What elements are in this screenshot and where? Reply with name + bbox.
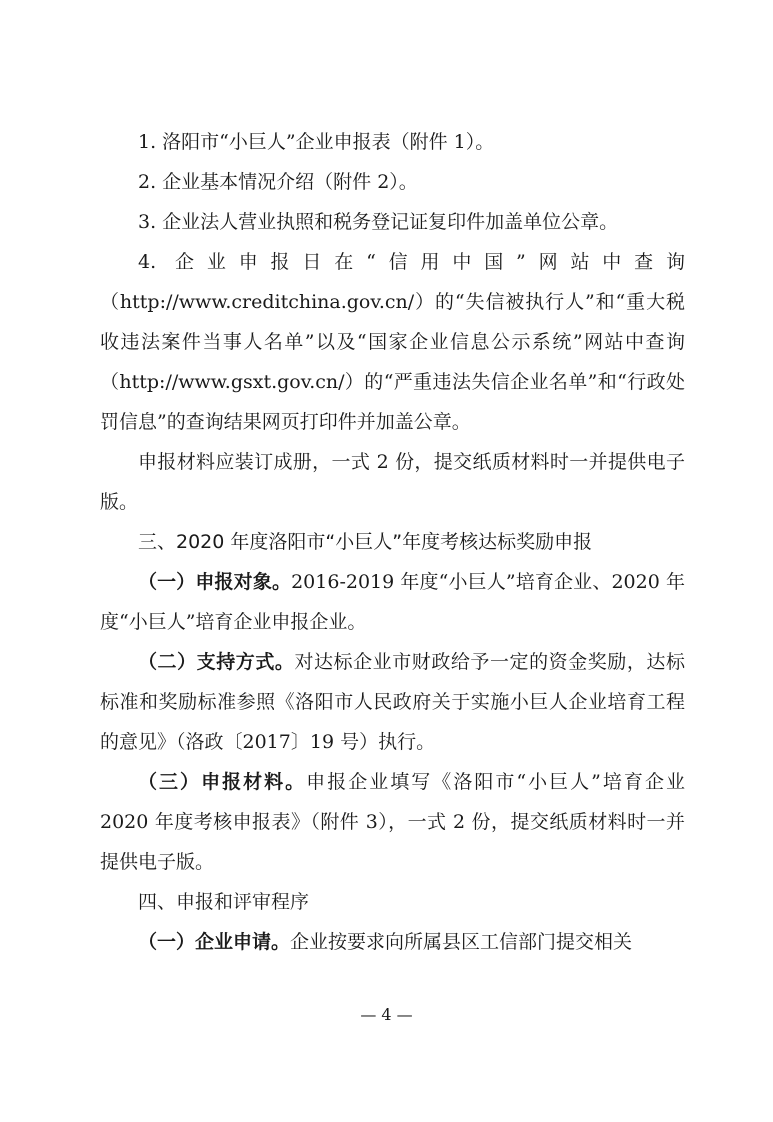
sub-heading-support-method: （二）支持方式。 (138, 651, 295, 673)
list-item-attachment-1: 1. 洛阳市“小巨人”企业申报表（附件 1）。 (138, 131, 495, 153)
list-item-attachment-2: 2. 企业基本情况介绍（附件 2）。 (138, 171, 418, 193)
sub-heading-enterprise-application: （一）企业申请。 (138, 931, 291, 953)
sub-heading-application-materials: （三）申报材料。 (138, 771, 307, 793)
section-4-sub-1 (100, 922, 685, 962)
list-item-business-license: 3. 企业法人营业执照和税务登记证复印件加盖单位公章。 (138, 211, 619, 233)
list-item-4-first-line: 4. 企业申报日在“信用中国”网站中查询 (138, 251, 685, 273)
section-3-sub-3 (100, 762, 685, 882)
section-3-sub-2 (100, 642, 685, 762)
enterprise-application-text: 企业按要求向所属县区工信部门提交相关 (290, 931, 633, 953)
section-3-sub-1 (100, 562, 685, 642)
list-item-4-body: （http://www.creditchina.gov.cn/）的“失信被执行人”和“重大税收违法案件当事人名单”以及“国家企业信息公示系统”网站中查询（http://www.gsxt.gov.cn/）的“严重违法失信企业名单”和“行政处罚信息”的查询结果网页打印件并加盖公章。 (100, 291, 685, 433)
application-target-text: 2016-2019 年度“小巨人”培育企业、2020 年度“小巨人”培育企业申报企业。 (100, 571, 685, 633)
application-materials-text: 申报企业填写《洛阳市“小巨人”培育企业 2020 年度考核申报表》（附件 3），一式 2 份，提交纸质材料时一并提供电子版。 (100, 771, 685, 873)
support-method-text: 对达标企业市财政给予一定的资金奖励，达标标准和奖励标准参照《洛阳市人民政府关于实施小巨人企业培育工程的意见》（洛政〔2017〕19 号）执行。 (100, 651, 685, 753)
section-4-heading: 四、申报和评审程序 (138, 891, 310, 913)
section-3-heading: 三、2020 年度洛阳市“小巨人”年度考核达标奖励申报 (138, 531, 593, 553)
sub-heading-application-target: （一）申报对象。 (138, 571, 292, 593)
binding-note: 申报材料应装订成册，一式 2 份，提交纸质材料时一并提供电子版。 (100, 451, 685, 513)
page-number: — 4 — (360, 1005, 413, 1024)
